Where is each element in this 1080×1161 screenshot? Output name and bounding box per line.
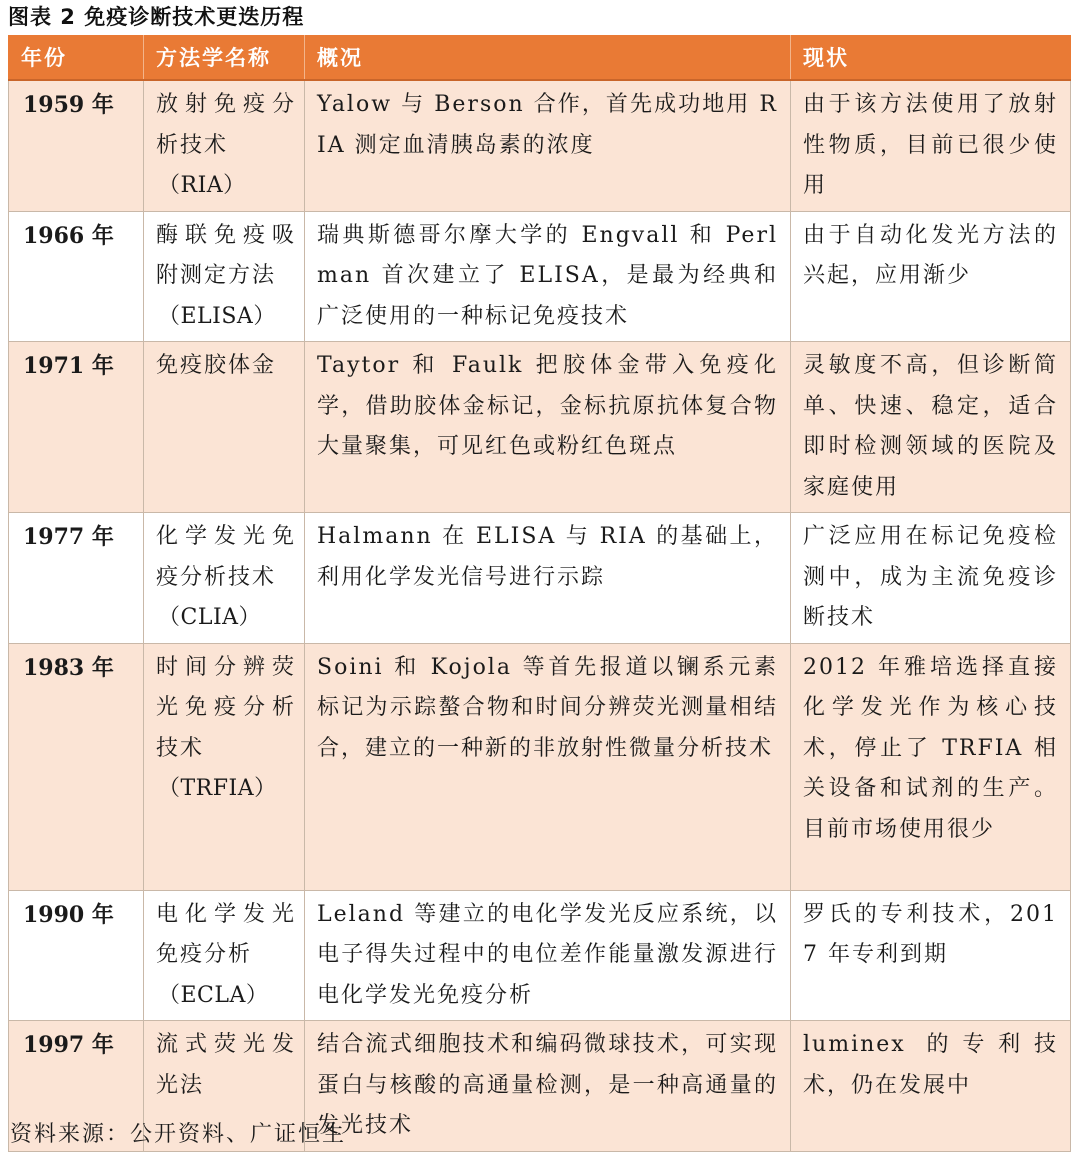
table-header-row xyxy=(9,35,1071,80)
cell-overview: 瑞典斯德哥尔摩大学的 Engvall 和 Perlman 首次建立了 ELISA，是最为经典和广泛使用的一种标记免疫技术 xyxy=(305,211,791,342)
cell-overview: Yalow 与 Berson 合作，首先成功地用 RIA 测定血清胰岛素的浓度 xyxy=(305,80,791,211)
cell-overview: Soini 和 Kojola 等首先报道以镧系元素标记为示踪螯合物和时间分辨荧光测量相结合，建立的一种新的非放射性微量分析技术 xyxy=(305,643,791,890)
cell-year: 1997 年 xyxy=(9,1021,144,1152)
method-name: 时间分辨荧光免疫分析技术 xyxy=(156,654,296,761)
method-name: 化学发光免疫分析技术 xyxy=(156,524,296,590)
table-row xyxy=(9,890,1071,1021)
method-abbr: （RIA） xyxy=(158,173,246,198)
cell-method xyxy=(144,643,305,890)
method-abbr: （TRFIA） xyxy=(158,776,277,801)
method-name: 酶联免疫吸附测定方法 xyxy=(156,222,296,288)
cell-status: 罗氏的专利技术，2017 年专利到期 xyxy=(791,890,1071,1021)
cell-method xyxy=(144,890,305,1021)
method-name: 电化学发光免疫分析 xyxy=(156,901,296,967)
cell-method xyxy=(144,80,305,211)
header-year: 年份 xyxy=(9,35,144,80)
table-row xyxy=(9,342,1071,513)
method-abbr: （ECLA） xyxy=(158,982,269,1008)
cell-method xyxy=(144,342,305,513)
cell-overview: Halmann 在 ELISA 与 RIA 的基础上，利用化学发光信号进行示踪 xyxy=(305,513,791,644)
method-abbr: （CLIA） xyxy=(158,605,262,630)
method-abbr: （ELISA） xyxy=(158,303,276,329)
cell-year: 1959 年 xyxy=(9,80,144,211)
header-method: 方法学名称 xyxy=(144,35,305,80)
cell-year: 1966 年 xyxy=(9,211,144,342)
cell-status: luminex 的专利技术，仍在发展中 xyxy=(791,1021,1071,1152)
cell-year: 1977 年 xyxy=(9,513,144,644)
cell-overview: Leland 等建立的电化学发光反应系统，以电子得失过程中的电位差作能量激发源进行电化学发光免疫分析 xyxy=(305,890,791,1021)
cell-status: 广泛应用在标记免疫检测中，成为主流免疫诊断技术 xyxy=(791,513,1071,644)
cell-status: 由于该方法使用了放射性物质，目前已很少使用 xyxy=(791,80,1071,211)
cell-method xyxy=(144,211,305,342)
figure-title: 图表 2 免疫诊断技术更迭历程 xyxy=(8,5,305,29)
cell-status: 由于自动化发光方法的兴起，应用渐少 xyxy=(791,211,1071,342)
cell-status: 2012 年雅培选择直接化学发光作为核心技术，停止了 TRFIA 相关设备和试剂的生产。目前市场使用很少 xyxy=(791,643,1071,890)
method-name: 放射免疫分析技术 xyxy=(156,92,296,158)
source-note: 资料来源：公开资料、广证恒生 xyxy=(10,1122,347,1147)
cell-year: 1983 年 xyxy=(9,643,144,890)
table-row xyxy=(9,211,1071,342)
cell-status: 灵敏度不高，但诊断简单、快速、稳定，适合即时检测领域的医院及家庭使用 xyxy=(791,342,1071,513)
method-name: 免疫胶体金 xyxy=(156,353,277,378)
cell-year: 1971 年 xyxy=(9,342,144,513)
table-row xyxy=(9,643,1071,890)
method-name: 流式荧光发光法 xyxy=(156,1032,296,1098)
table-row xyxy=(9,513,1071,644)
immuno-diagnostic-history-table xyxy=(8,35,1071,1152)
cell-overview: Taytor 和 Faulk 把胶体金带入免疫化学，借助胶体金标记，金标抗原抗体复合物大量聚集，可见红色或粉红色斑点 xyxy=(305,342,791,513)
cell-year: 1990 年 xyxy=(9,890,144,1021)
header-status: 现状 xyxy=(791,35,1071,80)
cell-method xyxy=(144,513,305,644)
header-overview: 概况 xyxy=(305,35,791,80)
table-row xyxy=(9,80,1071,211)
cell-overview: 结合流式细胞技术和编码微球技术，可实现蛋白与核酸的高通量检测，是一种高通量的发光技术 xyxy=(305,1021,791,1152)
